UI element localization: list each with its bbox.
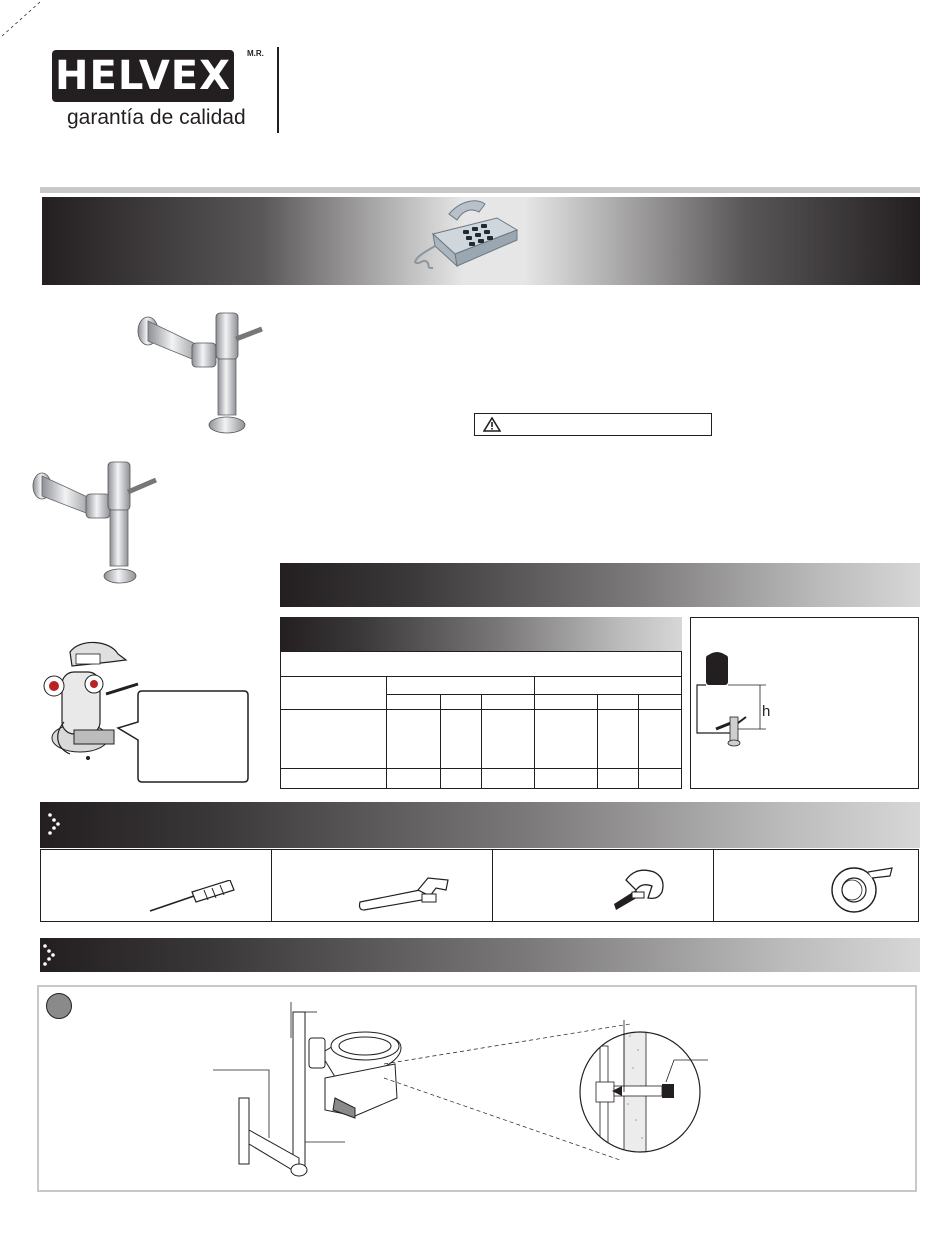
flush-valve-image-small <box>28 458 168 593</box>
pipe-wrench-icon <box>356 876 452 912</box>
warning-triangle-icon <box>483 417 501 432</box>
triangle-dots-icon <box>40 942 60 968</box>
height-diagram <box>690 617 919 789</box>
crop-mark <box>0 0 44 40</box>
registered-mark: M.R. <box>247 49 264 58</box>
step-number-circle <box>46 993 72 1019</box>
brand-tagline: garantía de calidad <box>67 106 246 129</box>
telephone-icon <box>405 196 523 270</box>
brand-logo <box>52 50 234 102</box>
top-rule <box>40 187 920 193</box>
tools-divider-2 <box>492 849 493 922</box>
teflon-tape-icon <box>826 864 898 914</box>
adjustable-wrench-icon <box>608 866 670 912</box>
brand-name: HELVEX <box>55 53 231 99</box>
specs-header-band <box>280 563 920 607</box>
pressure-table <box>280 651 682 789</box>
tools-divider-1 <box>271 849 272 922</box>
triangle-dots-icon <box>44 812 64 836</box>
tools-divider-3 <box>713 849 714 922</box>
screwdriver-icon <box>148 880 238 914</box>
tools-header-band <box>40 802 920 848</box>
header-divider <box>277 47 279 133</box>
speech-bubble <box>114 688 252 786</box>
warning-box <box>474 413 712 436</box>
pressure-table-header-band <box>280 617 682 651</box>
flush-valve-image-large <box>132 305 272 440</box>
installation-header-band <box>40 938 920 972</box>
zoom-detail-diagram <box>578 1016 718 1166</box>
toilet-installation-diagram <box>205 998 405 1186</box>
height-label: h <box>762 703 771 720</box>
